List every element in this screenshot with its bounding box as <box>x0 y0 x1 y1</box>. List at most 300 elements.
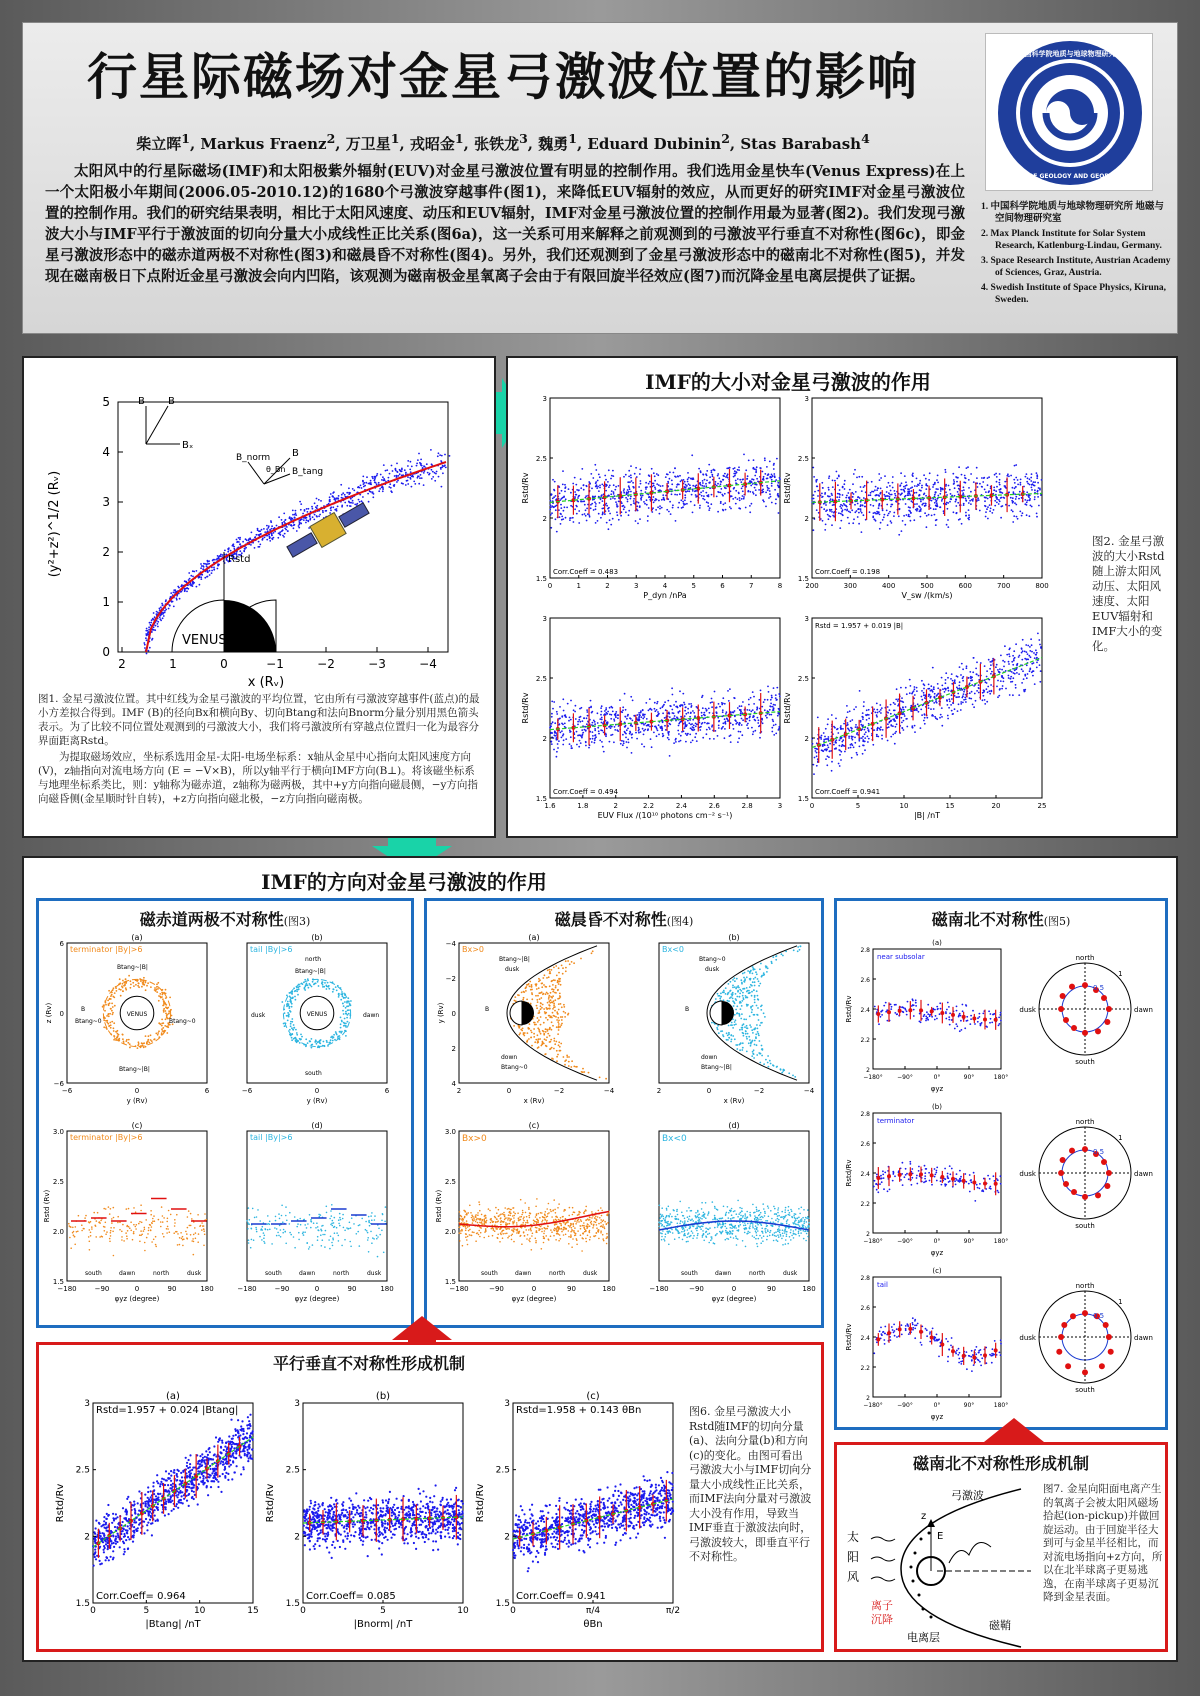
data-point <box>968 517 970 519</box>
corr-coeff: Corr.Coeff = 0.483 <box>553 568 619 576</box>
data-point <box>841 507 843 509</box>
data-point <box>940 490 942 492</box>
data-point <box>958 466 960 468</box>
data-point <box>941 677 943 679</box>
data-point <box>850 720 852 722</box>
data-point <box>1031 473 1033 475</box>
corr-coeff: Corr.Coeff = 0.198 <box>815 568 881 576</box>
data-point <box>724 493 726 495</box>
data-point <box>722 495 724 497</box>
data-point <box>599 485 601 487</box>
data-point <box>110 1027 112 1029</box>
data-point <box>914 686 916 688</box>
crossing-point <box>257 528 259 530</box>
crossing-point <box>352 488 354 490</box>
data-point <box>978 675 980 677</box>
data-point <box>689 719 691 721</box>
data-point <box>954 679 956 681</box>
data-point <box>639 518 641 520</box>
data-point <box>847 728 849 730</box>
data-point <box>866 709 868 711</box>
data-point <box>669 478 671 480</box>
data-point <box>770 714 772 716</box>
data-point <box>609 485 611 487</box>
data-point <box>772 709 774 711</box>
data-point <box>727 690 729 692</box>
data-point <box>951 710 953 712</box>
data-point <box>604 713 606 715</box>
data-point <box>965 478 967 480</box>
data-point <box>947 519 949 521</box>
crossing-point <box>372 496 374 498</box>
data-point <box>111 1021 113 1023</box>
data-point <box>72 1232 74 1234</box>
data-point <box>963 486 965 488</box>
data-point <box>717 511 719 513</box>
data-point <box>846 506 848 508</box>
data-point <box>553 701 555 703</box>
data-point <box>287 1005 289 1007</box>
data-point <box>892 482 894 484</box>
data-point <box>1039 664 1041 666</box>
data-point <box>852 483 854 485</box>
data-point <box>828 475 830 477</box>
data-point <box>709 476 711 478</box>
data-point <box>869 511 871 513</box>
data-point <box>648 483 650 485</box>
data-point <box>977 486 979 488</box>
data-point <box>947 715 949 717</box>
data-point <box>563 496 565 498</box>
data-point <box>692 719 694 721</box>
data-point <box>840 751 842 753</box>
data-point <box>165 1018 167 1020</box>
data-point <box>894 493 896 495</box>
data-point <box>868 714 870 716</box>
xtick-label: 200 <box>805 582 819 590</box>
data-point <box>610 493 612 495</box>
data-point <box>934 494 936 496</box>
data-point <box>643 746 645 748</box>
data-point <box>120 989 122 991</box>
data-point <box>851 728 853 730</box>
panel-id: (b) <box>311 933 323 942</box>
data-point <box>593 720 595 722</box>
data-point <box>198 1233 200 1235</box>
data-point <box>868 738 870 740</box>
data-point <box>659 508 661 510</box>
data-point <box>663 499 665 501</box>
data-point <box>976 690 978 692</box>
data-point <box>561 519 563 521</box>
data-point <box>702 695 704 697</box>
vec-btang: B_tang <box>292 467 324 477</box>
crossing-point <box>382 487 384 489</box>
data-point <box>949 489 951 491</box>
data-point <box>568 488 570 490</box>
data-point <box>740 731 742 733</box>
data-point <box>615 501 617 503</box>
data-point <box>900 489 902 491</box>
data-point <box>823 508 825 510</box>
data-point <box>132 1239 134 1241</box>
data-point <box>1017 518 1019 520</box>
data-point <box>890 506 892 508</box>
crossing-point <box>379 488 381 490</box>
data-point <box>708 509 710 511</box>
data-point <box>161 1023 163 1025</box>
data-point <box>864 729 866 731</box>
data-point <box>923 692 925 694</box>
data-point <box>625 511 627 513</box>
data-point <box>859 690 861 692</box>
data-point <box>1000 489 1002 491</box>
data-point <box>702 707 704 709</box>
data-point <box>565 517 567 519</box>
data-point <box>572 517 574 519</box>
crossing-point <box>200 563 202 565</box>
data-point <box>630 474 632 476</box>
data-point <box>627 492 629 494</box>
data-point <box>735 473 737 475</box>
data-point <box>847 492 849 494</box>
data-point <box>714 483 716 485</box>
data-point <box>610 524 612 526</box>
data-point <box>996 686 998 688</box>
data-point <box>969 692 971 694</box>
crossing-point <box>417 459 419 461</box>
data-point <box>838 493 840 495</box>
venus-label: VENUS <box>306 1011 328 1018</box>
data-point <box>939 717 941 719</box>
data-point <box>767 478 769 480</box>
crossing-point <box>284 533 286 535</box>
data-point <box>778 512 780 514</box>
data-point <box>835 739 837 741</box>
data-point <box>738 469 740 471</box>
data-point <box>344 1018 346 1020</box>
data-point <box>706 729 708 731</box>
data-point <box>1012 677 1014 679</box>
data-point <box>673 742 675 744</box>
data-point <box>589 516 591 518</box>
data-point <box>575 705 577 707</box>
data-point <box>625 725 627 727</box>
data-point <box>708 464 710 466</box>
data-point <box>832 486 834 488</box>
crossing-point <box>381 479 383 481</box>
xtick-label: 0 <box>134 1087 140 1095</box>
data-point <box>612 518 614 520</box>
data-point <box>853 709 855 711</box>
xtick-label: 6 <box>204 1087 210 1095</box>
data-point <box>580 500 582 502</box>
data-point <box>613 493 615 495</box>
data-point <box>322 982 324 984</box>
data-point <box>695 723 697 725</box>
data-point <box>878 507 880 509</box>
data-point <box>561 516 563 518</box>
data-point <box>283 1023 285 1025</box>
data-point <box>893 515 895 517</box>
data-point <box>342 1010 344 1012</box>
data-point <box>561 730 563 732</box>
data-point <box>348 1013 350 1015</box>
data-point <box>1027 653 1029 655</box>
data-point <box>965 499 967 501</box>
data-point <box>702 498 704 500</box>
data-point <box>713 738 715 740</box>
data-point <box>773 468 775 470</box>
data-point <box>911 481 913 483</box>
data-point <box>166 1228 168 1230</box>
data-point <box>643 501 645 503</box>
crossing-point <box>389 483 391 485</box>
data-point <box>846 705 848 707</box>
data-point <box>706 723 708 725</box>
data-point <box>828 747 830 749</box>
crossing-point <box>318 499 320 501</box>
data-point <box>113 1039 115 1041</box>
data-point <box>623 742 625 744</box>
data-point <box>981 486 983 488</box>
crossing-point <box>431 469 433 471</box>
data-point <box>939 493 941 495</box>
data-point <box>1030 638 1032 640</box>
data-point <box>813 494 815 496</box>
data-point <box>876 709 878 711</box>
annotation: Btang~|B| <box>295 968 326 975</box>
y-axis-label: Rstd/Rv <box>521 692 530 724</box>
data-point <box>625 497 627 499</box>
data-point <box>299 1042 301 1044</box>
crossing-point <box>146 628 148 630</box>
data-point <box>775 733 777 735</box>
data-point <box>735 480 737 482</box>
data-point <box>122 983 124 985</box>
data-point <box>702 737 704 739</box>
data-point <box>692 740 694 742</box>
ytick-label: 1.5 <box>797 575 809 583</box>
data-point <box>707 505 709 507</box>
data-point <box>921 504 923 506</box>
data-point <box>880 492 882 494</box>
crossing-point <box>401 482 403 484</box>
crossing-point <box>165 609 167 611</box>
data-point <box>895 699 897 701</box>
data-point <box>1034 481 1036 483</box>
data-point <box>575 494 577 496</box>
data-point <box>623 490 625 492</box>
data-point <box>1037 496 1039 498</box>
x-axis-label: EUV Flux /(10¹⁰ photons cm⁻² s⁻¹) <box>597 811 733 820</box>
data-point <box>551 716 553 718</box>
data-point <box>963 691 965 693</box>
data-point <box>828 518 830 520</box>
data-point <box>591 503 593 505</box>
crossing-point <box>314 502 316 504</box>
data-point <box>930 507 932 509</box>
data-point <box>663 704 665 706</box>
data-point <box>984 505 986 507</box>
data-point <box>876 716 878 718</box>
data-point <box>947 508 949 510</box>
data-point <box>720 501 722 503</box>
data-point <box>156 983 158 985</box>
data-point <box>771 474 773 476</box>
crossing-point <box>407 460 409 462</box>
data-point <box>586 711 588 713</box>
data-point <box>718 720 720 722</box>
poster-header <box>22 22 1178 334</box>
data-point <box>554 731 556 733</box>
crossing-point <box>421 477 423 479</box>
data-point <box>955 505 957 507</box>
fig1-xlabel: x (Rᵥ) <box>247 675 285 690</box>
data-point <box>950 493 952 495</box>
data-point <box>777 715 779 717</box>
data-point <box>632 700 634 702</box>
data-point <box>610 498 612 500</box>
data-point <box>166 1032 168 1034</box>
data-point <box>886 491 888 493</box>
data-point <box>601 719 603 721</box>
data-point <box>763 501 765 503</box>
data-point <box>830 498 832 500</box>
data-point <box>574 711 576 713</box>
data-point <box>638 717 640 719</box>
data-point <box>642 709 644 711</box>
crossing-point <box>254 536 256 538</box>
crossing-point <box>318 515 320 517</box>
data-point <box>965 512 967 514</box>
data-point <box>766 485 768 487</box>
data-point <box>973 657 975 659</box>
data-point <box>767 710 769 712</box>
data-point <box>162 1027 164 1029</box>
crossing-point <box>306 517 308 519</box>
data-point <box>128 1039 130 1041</box>
data-point <box>710 503 712 505</box>
data-point <box>737 741 739 743</box>
crossing-point <box>148 650 150 652</box>
data-point <box>177 1233 179 1235</box>
data-point <box>594 735 596 737</box>
data-point <box>765 715 767 717</box>
data-point <box>748 460 750 462</box>
data-point <box>751 503 753 505</box>
data-point <box>751 727 753 729</box>
data-point <box>853 746 855 748</box>
data-point <box>840 513 842 515</box>
data-point <box>613 491 615 493</box>
data-point <box>1018 673 1020 675</box>
data-point <box>561 716 563 718</box>
crossing-point <box>386 469 388 471</box>
vec-bnorm: B_norm <box>236 453 271 463</box>
crossing-point <box>232 545 234 547</box>
data-point <box>662 712 664 714</box>
data-point <box>699 507 701 509</box>
data-point <box>552 506 554 508</box>
data-point <box>687 708 689 710</box>
data-point <box>717 475 719 477</box>
data-point <box>612 711 614 713</box>
crossing-point <box>405 484 407 486</box>
data-point <box>552 708 554 710</box>
data-point <box>672 694 674 696</box>
data-point <box>645 491 647 493</box>
data-point <box>729 735 731 737</box>
data-point <box>971 679 973 681</box>
data-point <box>627 489 629 491</box>
data-point <box>1001 669 1003 671</box>
crossing-point <box>243 550 245 552</box>
data-point <box>116 990 118 992</box>
data-point <box>924 713 926 715</box>
data-point <box>674 476 676 478</box>
crossing-point <box>212 559 214 561</box>
data-point <box>675 520 677 522</box>
data-point <box>1016 516 1018 518</box>
data-point <box>765 506 767 508</box>
data-point <box>594 739 596 741</box>
data-point <box>567 703 569 705</box>
data-point <box>999 689 1001 691</box>
crossing-point <box>159 618 161 620</box>
data-point <box>599 740 601 742</box>
data-point <box>743 498 745 500</box>
data-point <box>761 492 763 494</box>
data-point <box>987 477 989 479</box>
data-point <box>963 693 965 695</box>
data-point <box>963 494 965 496</box>
data-point <box>611 490 613 492</box>
crossing-point <box>270 521 272 523</box>
data-point <box>613 741 615 743</box>
data-point <box>945 679 947 681</box>
data-point <box>335 1031 337 1033</box>
data-point <box>633 715 635 717</box>
data-point <box>601 705 603 707</box>
author: 魏勇$^1$ <box>538 131 577 153</box>
data-point <box>129 1047 131 1049</box>
data-point <box>140 980 142 982</box>
data-point <box>769 493 771 495</box>
data-point <box>837 484 839 486</box>
crossing-point <box>320 500 322 502</box>
data-point <box>779 696 781 698</box>
data-point <box>735 471 737 473</box>
data-point <box>750 480 752 482</box>
data-point <box>774 489 776 491</box>
data-point <box>1009 694 1011 696</box>
data-point <box>979 510 981 512</box>
data-point <box>601 717 603 719</box>
data-point <box>775 724 777 726</box>
data-point <box>711 474 713 476</box>
data-point <box>986 701 988 703</box>
crossing-point <box>264 537 266 539</box>
data-point <box>887 524 889 526</box>
data-point <box>568 720 570 722</box>
data-point <box>325 985 327 987</box>
data-point <box>931 500 933 502</box>
data-point <box>640 498 642 500</box>
crossing-point <box>411 486 413 488</box>
data-point <box>565 716 567 718</box>
data-point <box>655 509 657 511</box>
